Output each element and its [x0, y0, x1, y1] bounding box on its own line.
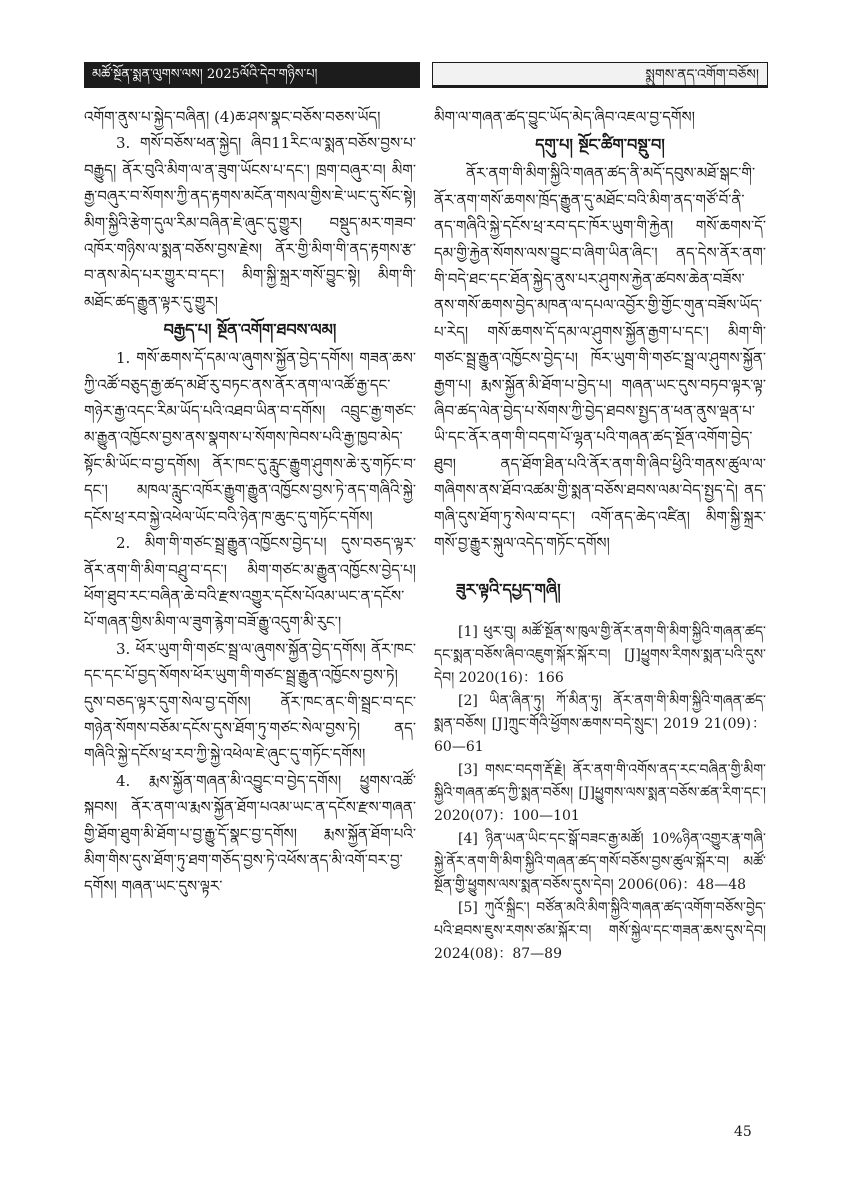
running-header-left: མཚོ་སྔོན་སྨན་ལུགས་ལས། 2025ལོའི་དེབ་གཉིས་པ།: [84, 62, 420, 88]
running-header-right: སྨུགས་ནད་འགོག་བཅོས།: [432, 62, 768, 88]
reference-list: [434, 621, 766, 966]
body-paragraph: 4. རྨས་སྐྱོན་གཞན་མི་འབྱུང་བ་བྱེད་དགོས། ཕྱུགས་འཚོ་སྐབས། ནོར་ནག་ལ་རྨས་སྐྱོན་ཐོག་པའམ་ཡང་ན་དངོས་རྫས་གཞན་གྱི་ཐོག་ཐུག་མི་ཐོག་པ་བྱ་རྒྱུ་དོ་སྣང་བྱ་དགོས། རྨས་སྐྱོན་ཐོག་པའི་མིག་གིས་དུས་ཐོག་ཏུ་ཐག་གཅོད་བྱས་ཏེ་འཕོས་ནད་མི་འགོ་བར་བྱ་དགོས། གཞན་ཡང་དུས་ལྟར་: [84, 771, 416, 896]
page-number: 45: [734, 1124, 752, 1140]
reference-item: [1] ཕུར་བུ། མཚོ་སྔོན་ས་ཁུལ་གྱི་ནོར་ནག་གི་མིག་སྐྱིའི་གཞན་ཚད་དང་སྨན་བཅོས་ཞིབ་འཇུག་སྐོར་སྐོར་བ། [J]ཕྱུགས་རིགས་སྨན་པའི་དུས་དེབ། 2020(16)：166: [434, 623, 766, 686]
reference-item: [4] ཉིན་ཡན་ཡིང་དང་སྒོ་བཟང་རྒྱ་མཚོ། 10%ཉིན་འགྱུར་རྣ་གཞི་སྐྱེ་ནོར་ནག་གི་མིག་སྐྱིའི་གཞན་ཚད་གསོ་བཅོས་བྱས་ཚུལ་སྐོར་བ། མཚོ་སྔོན་གྱི་ཕྱུགས་ལས་སྨན་བཅོས་དུས་དེབ། 2006(06)：48—48: [434, 830, 766, 893]
body-paragraph: འགོག་ནུས་པ་སྐྱེད་བཞིན། (4)ཆ་ཤས་སྣང་བཅོས་བཅས་ཡོད།: [84, 108, 381, 126]
section-heading: དགུ་པ། སྔོང་ཚིག་བསྡུ་བ།: [535, 135, 665, 155]
body-paragraph: 2. མིག་གི་གཙང་སྦྲ་རྒྱུན་འཁྱོངས་བྱེད་པ། དུས་བཅད་ལྟར་ནོར་ནག་གི་མིག་བཤྲུ་བ་དང་། མིག་གཙང་མ་རྒྱུན་འཁྱོངས་བྱེད་པ། ཕོག་ཐུབ་རང་བཞིན་ཆེ་བའི་རྫས་འགྱུར་དངོས་པོའམ་ཡང་ན་དངོས་པོ་གཞན་གྱིས་མིག་ལ་ཟུག་རྙེག་བཟོ་རྒྱུ་འདུག་མི་རུང་།: [84, 534, 416, 632]
body-paragraph: མིག་ལ་གཞན་ཚད་བྱུང་ཡོད་མེད་ཞིབ་འཇལ་བྱ་དགོས།: [434, 108, 695, 126]
body-paragraph: 3. ཕོར་ཡུག་གི་གཙང་སྦྲ་ལ་ཞུགས་སྐྱོན་བྱེད་དགོས། ནོར་ཁང་དང་དང་པོ་བྱད་སོགས་ཕོར་ཡུག་གི་གཙང་སྦྲ་རྒྱུན་འཁྱོངས་བྱས་ཏེ། དུས་བཅད་ལྟར་དུག་སེལ་བྱ་དགོས། ནོར་ཁང་ནང་གི་སྦྲང་བ་དང་གཉེན་སོགས་བཅོམ་དངོས་དུས་ཐོག་ཏུ་གཙང་སེལ་བྱས་ཏེ། ནད་གཞིའི་སྐྱེ་དངོས་ཕྲ་རབ་ཀྱི་སྐྱེ་འཕེལ་ཇེ་ཞུང་དུ་གཏོང་དགོས།: [84, 639, 416, 764]
body-paragraph: ནོར་ནག་གི་མིག་སྐྱིའི་གཞན་ཚད་ནི་མདོ་དབུས་མཐོ་སྒང་གི་ནོར་ནག་གསོ་ཆགས་ཁྲོད་རྒྱུན་དུ་མཐོང་བའི་མིག་ནད་གཙོ་བོ་ནི་ནད་གཞིའི་སྐྱེ་དངོས་ཕྲ་རབ་དང་ཁོར་ཡུག་གི་རྐྱེན། གསོ་ཆགས་དོ་དམ་གྱི་རྐྱེན་སོགས་ལས་བྱུང་བ་ཞིག་ཡིན་ཞིང་། ནད་དེས་ནོར་ནག་གི་བདེ་ཐང་དང་ཐོན་སྐྱེད་ནུས་པར་ཤུགས་རྐྱེན་ཚབས་ཆེན་བཟོས་ནས་གསོ་ཆགས་བྱེད་མཁན་ལ་དཔལ་འབྱོར་གྱི་གྱོང་གུན་བཟོས་ཡོད་པ་རེད། གསོ་ཆགས་དོ་དམ་ལ་ཤུགས་སྐྱོན་རྒྱག་པ་དང་། མིག་གི་གཙང་སྦྲ་རྒྱུན་འཁྱོངས་བྱེད་པ། ཁོར་ཡུག་གི་གཙང་སྦྲ་ལ་ཤུགས་སྐྱོན་རྒྱག་པ། རྨས་སྐྱོན་མི་ཐོག་པ་བྱེད་པ། གཞན་ཡང་དུས་བཏབ་ལྟར་ལྟ་ཞིབ་ཚད་ལེན་བྱེད་པ་སོགས་ཀྱི་བྱེད་ཐབས་སྤྱད་ན་ཕན་ནུས་ལྡན་པ་ཡི་དང་ནོར་ནག་གི་བདག་པོ་ལྷན་པའི་གཞན་ཚད་སྔོན་འགོག་བྱེད་ཐུབ། ནད་ཐོག་ཐིན་པའི་ནོར་ནག་གི་ཞིབ་ཕྱིའི་གནས་ཚུལ་ལ་གཞིགས་ནས་ཐོབ་འཚམ་གྱི་སྨན་བཅོས་ཐབས་ལམ་བེད་སྤྱད་དེ། ནད་གཞི་དུས་ཐོག་ཏུ་སེལ་བ་དང་། འགོ་ནད་ཆེད་འཛིན། མིག་སྐྱི་སྐྲར་གསོ་བྱ་རྒྱུར་སྐུལ་འདེད་གཏོང་དགོས།: [434, 164, 766, 553]
references-heading: ཟུར་ལྟའི་དཔྱད་གཞི།: [456, 579, 561, 599]
reference-item: [3] གསང་བདག་རྡོ་རྗེ། ནོར་ནག་གི་འགོས་ནད་རང་བཞིན་གྱི་མིག་སྐྱིའི་གཞན་ཚད་ཀྱི་སྨན་བཅོས། [J]ཕྱུགས་ལས་སྨན་བཅོས་ཚན་རིག་དང་། 2020(07)：100—101: [434, 761, 766, 824]
reference-item: [5] ཀུའོ་སྐྲིང་། བཙོན་མའི་མིག་སྐྱིའི་གཞན་ཚད་འགོག་བཅོས་བྱེད་པའི་ཐབས་ཇུས་རགས་ཙམ་སྐོར་བ། གསོ་སྐྱེལ་དང་གཟན་ཆས་དུས་དེབ། 2024(08)：87—89: [434, 899, 766, 962]
reference-item: [2] ཡིན་ཞིན་ཏུ། ཀོ་མིན་ཏུ། ནོར་ནག་གི་མིག་སྐྱིའི་གཞན་ཚད་སྨན་བཅོས། [J]ཀྲུང་གོའི་ཕྱོགས་ཆགས་བདེ་སྲུང་། 2019 21(09)：60—61: [434, 692, 766, 755]
left-column: [84, 104, 416, 900]
body-paragraph: 3. གསོ་བཅོས་ཕན་སྐྱེད། ཞིབ11རིང་ལ་སྨན་བཅོས་བྱས་པ་བརྒྱུད། ནོར་བུའི་མིག་ལ་ན་ཟུག་ཡོངས་པ་དང་། ཁྲག་བཞུར་བ། མིག་རྒྱ་བཞུར་བ་སོགས་ཀྱི་ནད་རྟགས་མངོན་གསལ་གྱིས་ཇེ་ཡང་དུ་སོང་སྟེ། མིག་སྐྱིའི་རྩེག་དུལ་རིམ་བཞིན་ཇེ་ཞུང་དུ་གྱུར། བསྡུད་མར་གཟབ་འཁོར་གཉིས་ལ་སྨན་བཅོས་བྱས་རྗེས། ནོར་གྱི་མིག་གི་ནད་རྟགས་རྩ་བ་ནས་མེད་པར་གྱུར་བ་དང་། མིག་སྐྱི་སྐྲར་གསོ་བྱུང་སྟེ། མིག་གི་མཐོང་ཚད་རྒྱུན་ལྟར་དུ་གྱུར།: [84, 134, 416, 311]
body-paragraph: 1. གསོ་ཆགས་དོ་དམ་ལ་ཞུགས་སྐྱོན་བྱེད་དགོས། གཟན་ཆས་ཀྱི་འཚོ་བཅུད་རྒྱ་ཚད་མཐོ་རུ་བཏང་ནས་ནོར་ནག་ལ་འཚོ་རྒྱ་དང་གཉེར་རྒྱ་འདང་རིམ་ཡོད་པའི་འཐབ་ཡིན་བ་དགོས། འབྲུང་རྒྱ་གཙང་མ་རྒྱུན་འཁྱོངས་བྱས་ནས་སྣགས་པ་སོགས་ཁེབས་པའི་རྒྱ་ཁྱབ་མེད་སྟོང་མི་ཡོང་བ་བྱ་དགོས། ནོར་ཁང་དུ་རླུང་རྒྱུག་ཤུགས་ཆེ་རུ་གཏོང་བ་དང་། མཁལ་རླུང་འཁོར་རྒྱུག་རྒྱུན་འཁྱོངས་བྱས་ཏེ་ནད་གཞིའི་སྐྱེ་དངོས་ཕྲ་རབ་སྐྱེ་འཕེལ་ཡོང་བའི་ཉེན་ཁ་ཆུང་དུ་གཏོང་དགོས།: [84, 349, 416, 526]
right-column: [434, 104, 766, 966]
section-heading: བརྒྱད་པ། སྔོན་འགོག་ཐབས་ལམ།: [163, 320, 337, 340]
